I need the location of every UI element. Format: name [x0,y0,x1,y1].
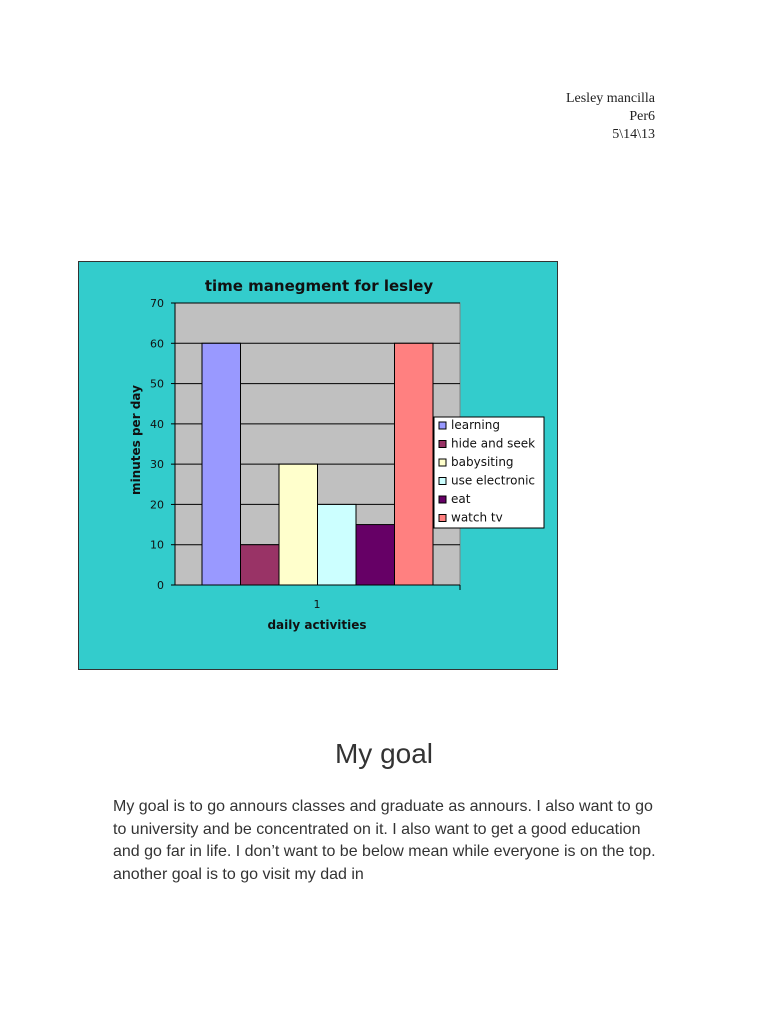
bar-watch-tv [395,343,434,585]
legend-swatch [439,422,446,429]
legend-label: hide and seek [451,436,536,451]
section-title: My goal [334,738,434,769]
bar-chart [79,262,559,671]
legend-label: learning [451,418,500,432]
x-tick-label: 1 [313,598,321,611]
class-period: Per6 [629,109,655,124]
legend-swatch [439,459,446,466]
document-date: 5\14\13 [612,127,655,142]
legend-swatch [439,496,446,503]
y-tick-label: 50 [150,377,164,391]
document-header [566,90,655,144]
author-name: Lesley mancilla [565,91,655,106]
y-axis-label: minutes per day [129,385,143,495]
y-tick-label: 40 [150,417,164,431]
legend-swatch [439,515,446,522]
legend-label: use electronic [451,473,536,488]
y-tick-label: 20 [150,498,164,512]
y-tick-label: 10 [150,538,164,552]
legend-label: eat [451,492,471,506]
legend-swatch [439,441,446,448]
y-tick-label: 30 [150,458,164,472]
bar-eat [356,525,395,585]
bar-learning [202,343,241,585]
legend-label: watch tv [451,510,503,525]
y-tick-label: 60 [150,337,164,351]
bar-use-electronic [318,504,357,585]
y-tick-label: 0 [157,579,164,592]
legend-swatch [439,478,446,485]
y-tick-label: 70 [150,297,164,310]
section-body: My goal is to go annours classes and graduate as annours. I also want to go to university and be concentrated on it. I also want to get a good education and go far in life. I don’t want to be below mean while everyone is on the top. another goal is to go visit my dad in [113,798,656,883]
chart-container [78,261,558,670]
bar-hide-and-seek [241,545,280,585]
legend-label: babysiting [451,455,514,469]
chart-title: time manegment for lesley [204,277,434,295]
bar-babysiting [279,464,318,585]
x-axis-label: daily activities [267,618,367,632]
